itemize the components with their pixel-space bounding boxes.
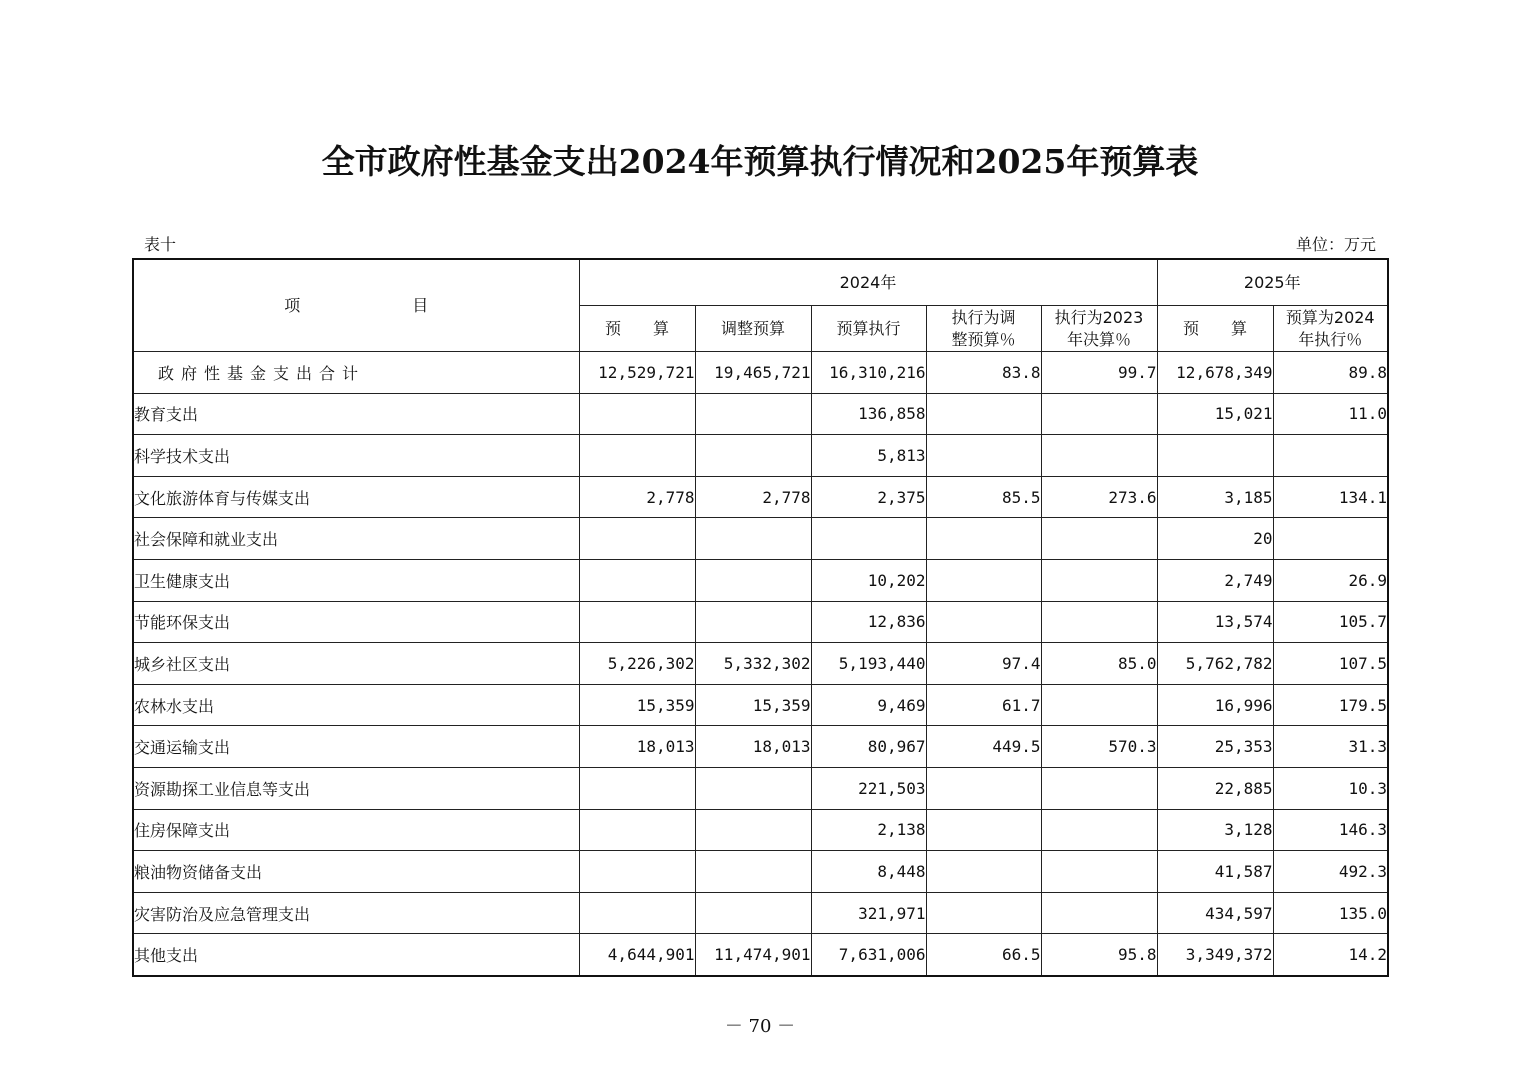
cell-value — [1041, 851, 1157, 893]
page-number: － 70 － — [724, 1016, 796, 1037]
cell-value: 18,013 — [695, 726, 811, 768]
cell-value — [1041, 601, 1157, 643]
cell-value — [1273, 435, 1388, 477]
unit-label: 单位：万元 — [1295, 235, 1376, 254]
cell-value — [926, 767, 1041, 809]
cell-value: 221,503 — [811, 767, 926, 809]
cell-value: 61.7 — [926, 684, 1041, 726]
table-row — [133, 559, 1388, 601]
column-header: 预算执行 — [811, 306, 926, 352]
cell-value — [695, 767, 811, 809]
table-row — [133, 476, 1388, 518]
header-year-2025: 2025年 — [1157, 259, 1388, 306]
table-row — [133, 726, 1388, 768]
table-row — [133, 601, 1388, 643]
row-label: 文化旅游体育与传媒支出 — [133, 476, 579, 518]
cell-value: 14.2 — [1273, 934, 1388, 976]
table-row — [133, 352, 1388, 394]
cell-value — [1273, 518, 1388, 560]
table-row — [133, 518, 1388, 560]
cell-value — [695, 851, 811, 893]
row-label: 科学技术支出 — [133, 435, 579, 477]
cell-value: 2,778 — [695, 476, 811, 518]
cell-value: 3,349,372 — [1157, 934, 1273, 976]
cell-value — [695, 601, 811, 643]
row-label-total: 政府性基金支出合计 — [133, 352, 579, 394]
cell-value — [695, 559, 811, 601]
header-row-years — [133, 259, 1388, 306]
table-body — [133, 352, 1388, 976]
cell-value: 66.5 — [926, 934, 1041, 976]
cell-value: 492.3 — [1273, 851, 1388, 893]
header-year-2024: 2024年 — [579, 259, 1157, 306]
cell-value: 11.0 — [1273, 393, 1388, 435]
cell-value: 5,762,782 — [1157, 643, 1273, 685]
cell-value: 105.7 — [1273, 601, 1388, 643]
cell-value: 15,359 — [579, 684, 695, 726]
cell-value: 85.0 — [1041, 643, 1157, 685]
column-header: 执行为2023 年决算％ — [1041, 306, 1157, 352]
row-label: 农林水支出 — [133, 684, 579, 726]
table-row — [133, 393, 1388, 435]
row-label: 资源勘探工业信息等支出 — [133, 767, 579, 809]
cell-value: 2,778 — [579, 476, 695, 518]
table-row — [133, 435, 1388, 477]
cell-value: 2,749 — [1157, 559, 1273, 601]
cell-value — [926, 892, 1041, 934]
cell-value — [926, 559, 1041, 601]
header-item: 项 目 — [133, 259, 579, 352]
cell-value: 15,021 — [1157, 393, 1273, 435]
cell-value: 449.5 — [926, 726, 1041, 768]
row-label: 社会保障和就业支出 — [133, 518, 579, 560]
cell-value — [579, 435, 695, 477]
cell-value — [926, 518, 1041, 560]
cell-value — [1041, 767, 1157, 809]
table-row — [133, 809, 1388, 851]
column-header: 预 算 — [579, 306, 695, 352]
cell-value — [695, 435, 811, 477]
cell-value: 5,332,302 — [695, 643, 811, 685]
cell-value: 85.5 — [926, 476, 1041, 518]
table-row — [133, 684, 1388, 726]
row-label: 灾害防治及应急管理支出 — [133, 892, 579, 934]
cell-value: 8,448 — [811, 851, 926, 893]
cell-value: 146.3 — [1273, 809, 1388, 851]
cell-value: 4,644,901 — [579, 934, 695, 976]
table-row — [133, 851, 1388, 893]
cell-value — [579, 393, 695, 435]
row-label: 粮油物资储备支出 — [133, 851, 579, 893]
cell-value — [579, 518, 695, 560]
cell-value — [811, 518, 926, 560]
row-label: 卫生健康支出 — [133, 559, 579, 601]
cell-value: 89.8 — [1273, 352, 1388, 394]
cell-value: 16,996 — [1157, 684, 1273, 726]
cell-value: 134.1 — [1273, 476, 1388, 518]
cell-value — [926, 393, 1041, 435]
cell-value: 179.5 — [1273, 684, 1388, 726]
cell-value: 570.3 — [1041, 726, 1157, 768]
page-title: 全市政府性基金支出2024年预算执行情况和2025年预算表 — [321, 142, 1199, 181]
cell-value: 3,185 — [1157, 476, 1273, 518]
row-label: 节能环保支出 — [133, 601, 579, 643]
cell-value — [1041, 393, 1157, 435]
table-row — [133, 767, 1388, 809]
table-row — [133, 643, 1388, 685]
cell-value: 12,678,349 — [1157, 352, 1273, 394]
cell-value — [579, 601, 695, 643]
cell-value — [1041, 435, 1157, 477]
cell-value — [695, 518, 811, 560]
row-label: 住房保障支出 — [133, 809, 579, 851]
cell-value — [926, 435, 1041, 477]
row-label: 城乡社区支出 — [133, 643, 579, 685]
column-header: 预 算 — [1157, 306, 1273, 352]
cell-value: 321,971 — [811, 892, 926, 934]
cell-value: 136,858 — [811, 393, 926, 435]
cell-value — [926, 601, 1041, 643]
cell-value: 434,597 — [1157, 892, 1273, 934]
cell-value: 7,631,006 — [811, 934, 926, 976]
row-label: 教育支出 — [133, 393, 579, 435]
cell-value: 5,226,302 — [579, 643, 695, 685]
cell-value — [1157, 435, 1273, 477]
cell-value: 95.8 — [1041, 934, 1157, 976]
table-row — [133, 934, 1388, 976]
cell-value: 10,202 — [811, 559, 926, 601]
cell-value: 99.7 — [1041, 352, 1157, 394]
table-row — [133, 892, 1388, 934]
cell-value: 18,013 — [579, 726, 695, 768]
cell-value — [1041, 559, 1157, 601]
table-id: 表十 — [144, 235, 177, 254]
cell-value: 16,310,216 — [811, 352, 926, 394]
cell-value — [579, 851, 695, 893]
cell-value: 19,465,721 — [695, 352, 811, 394]
budget-table — [132, 258, 1389, 977]
cell-value: 11,474,901 — [695, 934, 811, 976]
cell-value: 135.0 — [1273, 892, 1388, 934]
cell-value: 12,529,721 — [579, 352, 695, 394]
cell-value — [579, 809, 695, 851]
column-header: 预算为2024 年执行％ — [1273, 306, 1388, 352]
cell-value — [926, 809, 1041, 851]
row-label: 交通运输支出 — [133, 726, 579, 768]
cell-value: 41,587 — [1157, 851, 1273, 893]
cell-value — [695, 393, 811, 435]
cell-value — [1041, 518, 1157, 560]
cell-value — [1041, 892, 1157, 934]
cell-value: 20 — [1157, 518, 1273, 560]
cell-value: 80,967 — [811, 726, 926, 768]
cell-value — [579, 767, 695, 809]
cell-value: 5,813 — [811, 435, 926, 477]
cell-value: 2,138 — [811, 809, 926, 851]
cell-value: 97.4 — [926, 643, 1041, 685]
cell-value: 26.9 — [1273, 559, 1388, 601]
cell-value: 15,359 — [695, 684, 811, 726]
cell-value: 13,574 — [1157, 601, 1273, 643]
cell-value — [579, 559, 695, 601]
column-header: 调整预算 — [695, 306, 811, 352]
cell-value: 12,836 — [811, 601, 926, 643]
cell-value — [1041, 684, 1157, 726]
cell-value: 25,353 — [1157, 726, 1273, 768]
cell-value: 9,469 — [811, 684, 926, 726]
row-label: 其他支出 — [133, 934, 579, 976]
cell-value — [695, 809, 811, 851]
cell-value: 31.3 — [1273, 726, 1388, 768]
cell-value: 83.8 — [926, 352, 1041, 394]
cell-value: 107.5 — [1273, 643, 1388, 685]
cell-value: 273.6 — [1041, 476, 1157, 518]
cell-value: 2,375 — [811, 476, 926, 518]
cell-value — [1041, 809, 1157, 851]
column-header: 执行为调 整预算％ — [926, 306, 1041, 352]
cell-value: 3,128 — [1157, 809, 1273, 851]
cell-value — [926, 851, 1041, 893]
cell-value: 10.3 — [1273, 767, 1388, 809]
cell-value: 22,885 — [1157, 767, 1273, 809]
cell-value — [695, 892, 811, 934]
cell-value — [579, 892, 695, 934]
cell-value: 5,193,440 — [811, 643, 926, 685]
